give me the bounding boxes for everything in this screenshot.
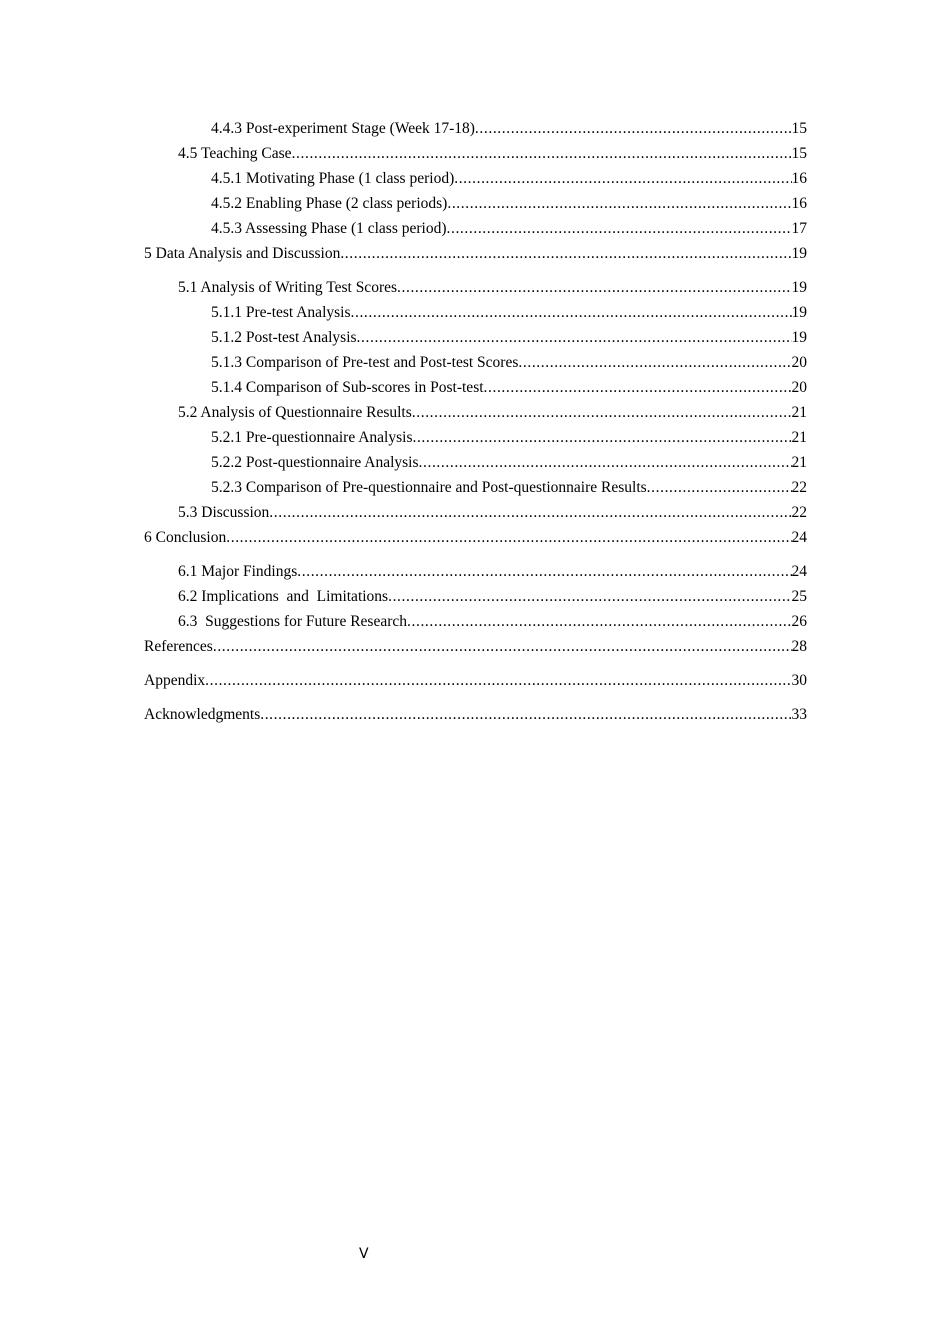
dot-leader bbox=[447, 191, 791, 216]
dot-leader bbox=[269, 500, 791, 525]
toc-entry-page: 24 bbox=[791, 529, 807, 546]
toc-entry-6-1[interactable] bbox=[144, 559, 807, 584]
toc-entry-appendix[interactable] bbox=[144, 668, 807, 693]
dot-leader bbox=[388, 584, 791, 609]
toc-entry-title: 4.5.2 Enabling Phase (2 class periods) bbox=[211, 195, 448, 212]
toc-entry-page: 28 bbox=[791, 638, 807, 655]
toc-entry-page: 21 bbox=[791, 454, 807, 471]
toc-entry-6-2[interactable] bbox=[144, 584, 807, 609]
dot-leader bbox=[419, 450, 792, 475]
toc-entry-page: 19 bbox=[791, 279, 807, 296]
toc-entry-page: 19 bbox=[791, 245, 807, 262]
toc-entry-5-3[interactable] bbox=[144, 500, 807, 525]
toc-entry-title: Acknowledgments bbox=[144, 706, 261, 723]
toc-entry-page: 22 bbox=[791, 504, 807, 521]
toc-entry-5-1-4[interactable] bbox=[144, 375, 807, 400]
toc-entry-page: 19 bbox=[791, 329, 807, 346]
dot-leader bbox=[484, 375, 792, 400]
toc-entry-acknowledgments[interactable] bbox=[144, 702, 807, 727]
dot-leader bbox=[351, 300, 792, 325]
toc-entry-page: 21 bbox=[791, 429, 807, 446]
dot-leader bbox=[213, 634, 792, 659]
toc-entry-title: 6 Conclusion bbox=[144, 529, 227, 546]
dot-leader bbox=[226, 525, 791, 550]
toc-entry-page: 33 bbox=[791, 706, 807, 723]
toc-entry-page: 17 bbox=[791, 220, 807, 237]
toc-entry-page: 21 bbox=[791, 404, 807, 421]
toc-entry-title: 6.3 Suggestions for Future Research bbox=[178, 613, 408, 630]
toc-entry-4-4-3[interactable] bbox=[144, 116, 807, 141]
dot-leader bbox=[475, 116, 792, 141]
toc-entry-page: 15 bbox=[791, 120, 807, 137]
toc-entry-page: 15 bbox=[791, 145, 807, 162]
dot-leader bbox=[297, 559, 791, 584]
dot-leader bbox=[454, 166, 791, 191]
toc-entry-page: 26 bbox=[791, 613, 807, 630]
toc-entry-title: 5.2.3 Comparison of Pre-questionnaire and Post-questionnaire Results bbox=[211, 479, 647, 496]
toc-entry-page: 20 bbox=[791, 379, 807, 396]
toc-entry-5-2-1[interactable] bbox=[144, 425, 807, 450]
dot-leader bbox=[518, 350, 791, 375]
toc-entry-title: Appendix bbox=[144, 672, 206, 689]
toc-entry-title: 5 Data Analysis and Discussion bbox=[144, 245, 341, 262]
dot-leader bbox=[357, 325, 792, 350]
toc-entry-title: 5.2.1 Pre-questionnaire Analysis bbox=[211, 429, 413, 446]
page-number: V bbox=[359, 1246, 369, 1262]
dot-leader bbox=[412, 400, 792, 425]
dot-leader bbox=[260, 702, 791, 727]
toc-entry-title: 6.2 Implications and Limitations bbox=[178, 588, 389, 605]
toc-entry-4-5[interactable] bbox=[144, 141, 807, 166]
toc-entry-5-1-3[interactable] bbox=[144, 350, 807, 375]
toc-entry-4-5-2[interactable] bbox=[144, 191, 807, 216]
toc-entry-6[interactable] bbox=[144, 525, 807, 550]
toc-entry-5-1-1[interactable] bbox=[144, 300, 807, 325]
dot-leader bbox=[407, 609, 791, 634]
toc-entry-page: 16 bbox=[791, 170, 807, 187]
toc-entry-page: 19 bbox=[791, 304, 807, 321]
toc-entry-title: 4.5 Teaching Case bbox=[178, 145, 292, 162]
toc-entry-title: References bbox=[144, 638, 213, 655]
dot-leader bbox=[447, 216, 792, 241]
dot-leader bbox=[647, 475, 792, 500]
dot-leader bbox=[397, 275, 791, 300]
toc-entry-5-2-3[interactable] bbox=[144, 475, 807, 500]
toc-entry-title: 5.3 Discussion bbox=[178, 504, 270, 521]
toc-entry-4-5-3[interactable] bbox=[144, 216, 807, 241]
toc-entry-references[interactable] bbox=[144, 634, 807, 659]
toc-entry-6-3[interactable] bbox=[144, 609, 807, 634]
toc-entry-5-2-2[interactable] bbox=[144, 450, 807, 475]
toc-entry-title: 5.1 Analysis of Writing Test Scores bbox=[178, 279, 398, 296]
toc-entry-title: 5.1.3 Comparison of Pre-test and Post-test Scores bbox=[211, 354, 519, 371]
dot-leader bbox=[205, 668, 791, 693]
toc-entry-4-5-1[interactable] bbox=[144, 166, 807, 191]
dot-leader bbox=[340, 241, 791, 266]
toc-entry-5-2[interactable] bbox=[144, 400, 807, 425]
toc-entry-5-1[interactable] bbox=[144, 275, 807, 300]
toc-entry-title: 5.1.1 Pre-test Analysis bbox=[211, 304, 351, 321]
toc-entry-page: 30 bbox=[791, 672, 807, 689]
toc-entry-title: 5.1.4 Comparison of Sub-scores in Post-test bbox=[211, 379, 484, 396]
toc-entry-title: 4.5.1 Motivating Phase (1 class period) bbox=[211, 170, 455, 187]
toc-entry-5-1-2[interactable] bbox=[144, 325, 807, 350]
toc-entry-title: 4.5.3 Assessing Phase (1 class period) bbox=[211, 220, 447, 237]
toc-entry-page: 25 bbox=[791, 588, 807, 605]
toc-entry-title: 6.1 Major Findings bbox=[178, 563, 298, 580]
toc-entry-title: 5.2 Analysis of Questionnaire Results bbox=[178, 404, 412, 421]
dot-leader bbox=[412, 425, 791, 450]
toc-entry-page: 20 bbox=[791, 354, 807, 371]
toc-entry-page: 24 bbox=[791, 563, 807, 580]
dot-leader bbox=[292, 141, 792, 166]
toc-entry-page: 22 bbox=[791, 479, 807, 496]
toc-entry-title: 5.2.2 Post-questionnaire Analysis bbox=[211, 454, 419, 471]
toc-entry-title: 4.4.3 Post-experiment Stage (Week 17-18) bbox=[211, 120, 475, 137]
toc-entry-title: 5.1.2 Post-test Analysis bbox=[211, 329, 357, 346]
toc-entry-5[interactable] bbox=[144, 241, 807, 266]
table-of-contents bbox=[144, 116, 807, 727]
toc-entry-page: 16 bbox=[791, 195, 807, 212]
